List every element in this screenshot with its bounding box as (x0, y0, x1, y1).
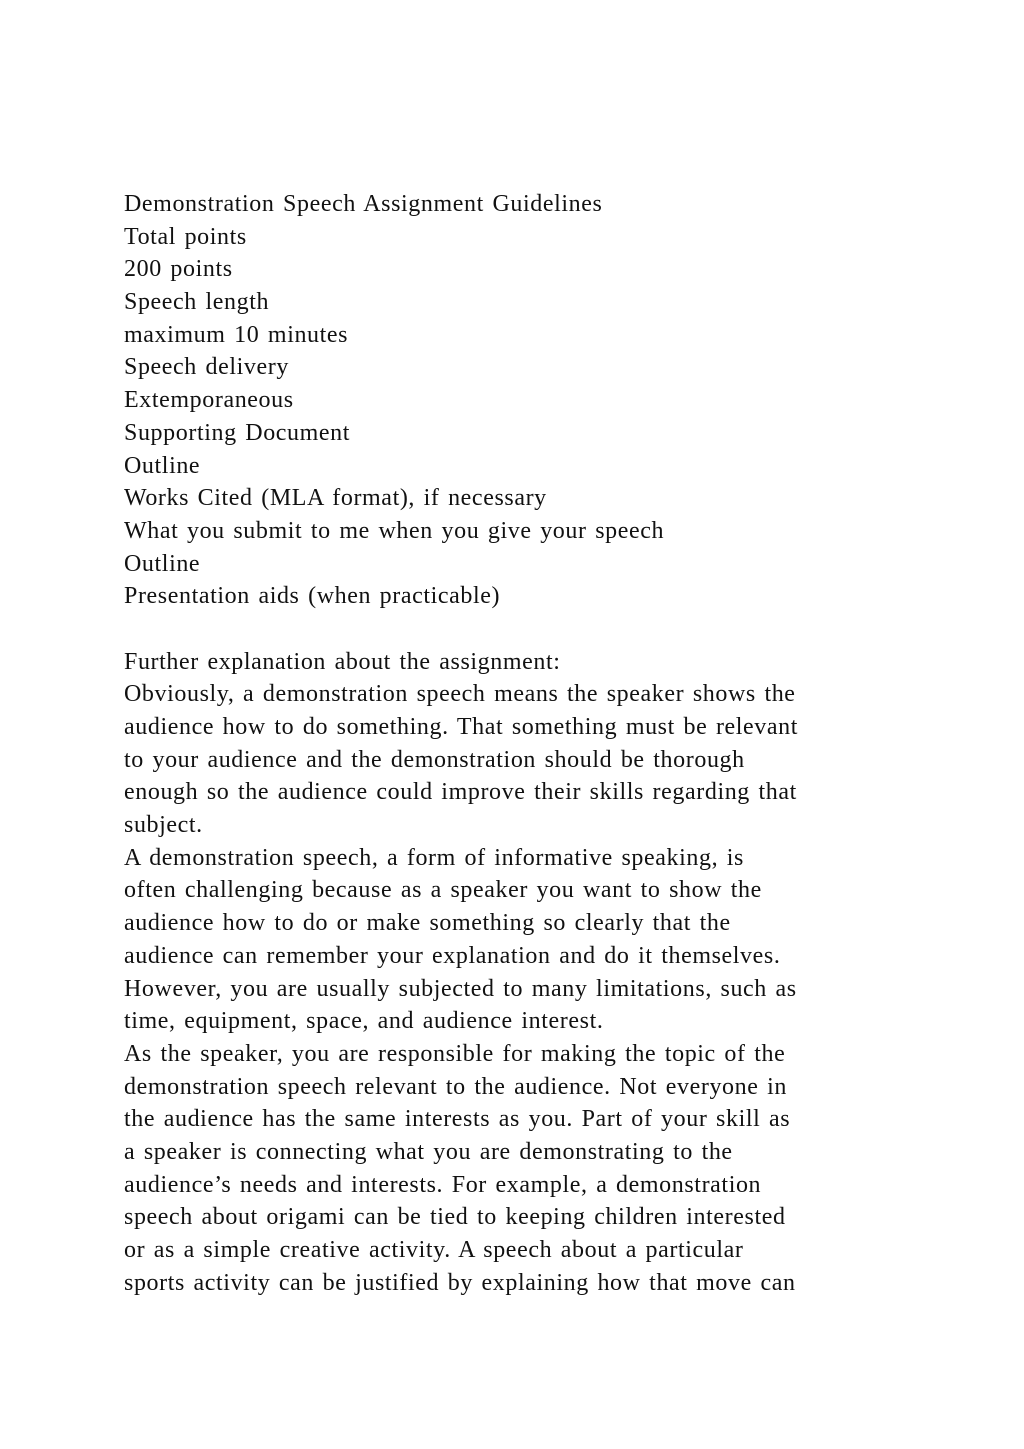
requirement-line: Outline (124, 550, 201, 577)
paragraph-gap (124, 613, 914, 646)
requirement-line: Presentation aids (when practicable) (124, 583, 501, 610)
requirement-line: What you submit to me when you give your speech (124, 517, 665, 544)
requirement-line: Works Cited (MLA format), if necessary (124, 485, 547, 512)
body-line: time, equipment, space, and audience interest. (124, 1008, 604, 1035)
body-line: audience can remember your explanation and do it themselves. (124, 942, 781, 969)
requirement-line: Outline (124, 452, 201, 479)
body-line: A demonstration speech, a form of informative speaking, is (124, 844, 744, 871)
document-title: Demonstration Speech Assignment Guidelines (124, 191, 603, 217)
body-line: a speaker is connecting what you are demonstrating to the (124, 1138, 733, 1165)
body-line: However, you are usually subjected to many limitations, such as (124, 975, 797, 1002)
document-body (124, 188, 914, 1299)
requirement-line: 200 points (124, 256, 233, 283)
body-line: often challenging because as a speaker you want to show the (124, 877, 762, 904)
requirement-line: Extemporaneous (124, 387, 294, 414)
body-line: subject. (124, 812, 203, 839)
requirement-line: Supporting Document (124, 419, 351, 446)
body-line: As the speaker, you are responsible for making the topic of the (124, 1040, 786, 1067)
body-line: speech about origami can be tied to keeping children interested (124, 1204, 786, 1231)
body-line: audience how to do something. That something must be relevant (124, 714, 799, 740)
requirement-line: maximum 10 minutes (124, 321, 349, 348)
body-line: audience how to do or make something so clearly that the (124, 910, 731, 937)
body-line: demonstration speech relevant to the audience. Not everyone in (124, 1073, 787, 1100)
body-line: or as a simple creative activity. A speech about a particular (124, 1237, 744, 1263)
body-line: the audience has the same interests as you. Part of your skill as (124, 1106, 791, 1133)
requirement-line: Speech delivery (124, 354, 289, 381)
requirement-line: Speech length (124, 289, 270, 316)
explanation-heading: Further explanation about the assignment: (124, 648, 561, 675)
body-line: enough so the audience could improve their skills regarding that (124, 779, 797, 806)
body-line: audience’s needs and interests. For example, a demonstration (124, 1171, 762, 1198)
body-line: sports activity can be justified by explaining how that move can (124, 1269, 796, 1296)
requirement-line: Total points (124, 223, 247, 250)
body-line: Obviously, a demonstration speech means the speaker shows the (124, 681, 796, 708)
body-line: to your audience and the demonstration should be thorough (124, 746, 745, 773)
